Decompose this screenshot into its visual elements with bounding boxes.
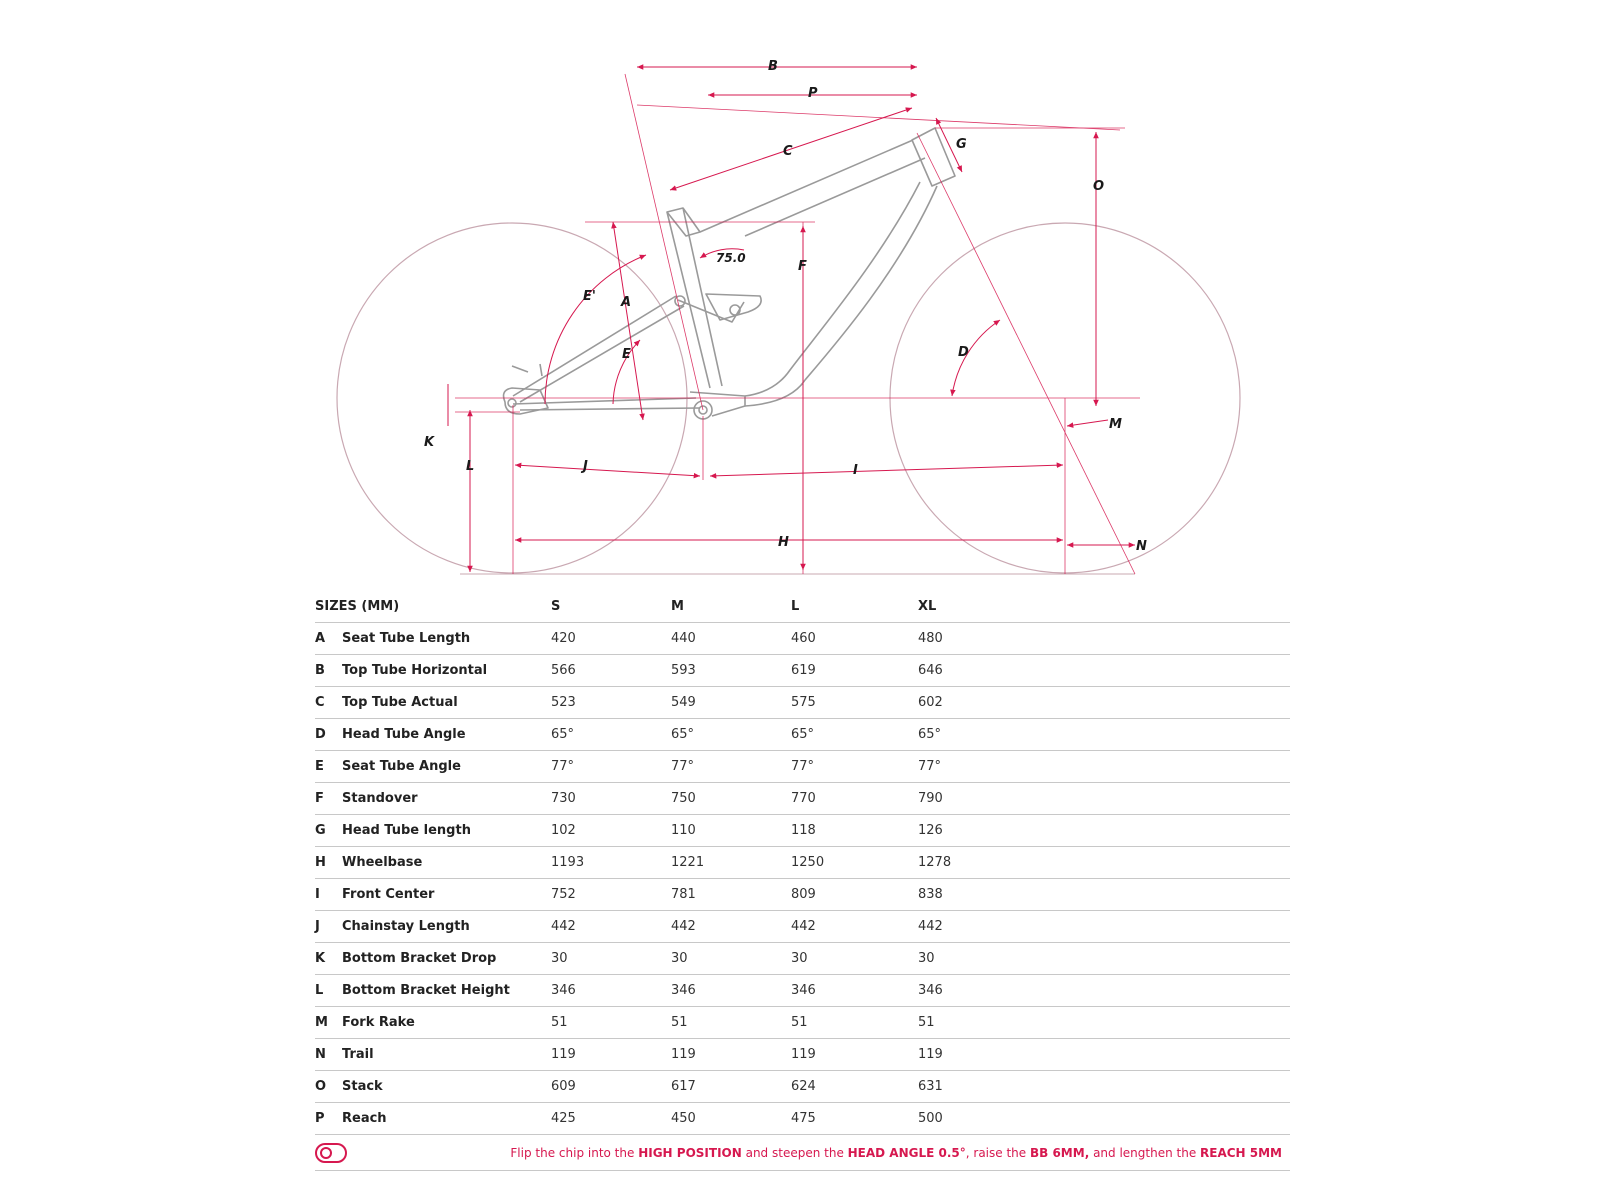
value-m: 119 xyxy=(671,1039,791,1071)
flip-chip-row xyxy=(315,1138,1290,1171)
sizes-header: SIZES (MM) xyxy=(315,590,551,623)
dim-m xyxy=(1067,420,1108,426)
note-bb: BB 6MM, xyxy=(1029,1146,1090,1160)
derailleur-hanger xyxy=(512,364,542,376)
table-header-row xyxy=(315,590,1290,623)
label-c: C xyxy=(783,144,793,159)
row-letter: E xyxy=(315,751,342,783)
row-letter: O xyxy=(315,1071,342,1103)
row-label: Seat Tube Angle xyxy=(342,751,551,783)
label-e-prime: E' xyxy=(583,289,596,304)
size-header-m: M xyxy=(671,590,791,623)
value-xl: 500 xyxy=(918,1103,1290,1135)
table-row xyxy=(315,1103,1290,1135)
table-row xyxy=(315,1071,1290,1103)
dim-e-prime-arc xyxy=(545,255,646,404)
table-row xyxy=(315,975,1290,1007)
row-label: Front Center xyxy=(342,879,551,911)
value-m: 750 xyxy=(671,783,791,815)
value-xl: 480 xyxy=(918,623,1290,655)
value-m: 346 xyxy=(671,975,791,1007)
table-row xyxy=(315,719,1290,751)
size-header-s: S xyxy=(551,590,671,623)
value-s: 730 xyxy=(551,783,671,815)
value-s: 65° xyxy=(551,719,671,751)
dim-a xyxy=(613,222,643,420)
value-s: 119 xyxy=(551,1039,671,1071)
row-label: Head Tube Angle xyxy=(342,719,551,751)
dimension-lines xyxy=(448,67,1135,572)
bb-shell xyxy=(690,392,745,416)
value-l: 809 xyxy=(791,879,918,911)
row-letter: L xyxy=(315,975,342,1007)
row-label: Stack xyxy=(342,1071,551,1103)
value-l: 30 xyxy=(791,943,918,975)
row-label: Seat Tube Length xyxy=(342,623,551,655)
row-label: Bottom Bracket Drop xyxy=(342,943,551,975)
table-row xyxy=(315,623,1290,655)
row-label: Trail xyxy=(342,1039,551,1071)
value-xl: 30 xyxy=(918,943,1290,975)
value-m: 617 xyxy=(671,1071,791,1103)
value-s: 1193 xyxy=(551,847,671,879)
table-row xyxy=(315,815,1290,847)
construction-lines xyxy=(455,74,1140,574)
table-row xyxy=(315,783,1290,815)
label-f: F xyxy=(798,259,807,274)
value-s: 51 xyxy=(551,1007,671,1039)
row-letter: F xyxy=(315,783,342,815)
label-g: G xyxy=(956,137,967,152)
value-l: 346 xyxy=(791,975,918,1007)
table-row xyxy=(315,751,1290,783)
size-header-xl: XL xyxy=(918,590,1290,623)
value-m: 110 xyxy=(671,815,791,847)
value-l: 65° xyxy=(791,719,918,751)
value-l: 619 xyxy=(791,655,918,687)
label-d: D xyxy=(958,345,969,360)
row-label: Chainstay Length xyxy=(342,911,551,943)
value-l: 575 xyxy=(791,687,918,719)
value-l: 1250 xyxy=(791,847,918,879)
chain-stay xyxy=(513,398,700,410)
value-xl: 631 xyxy=(918,1071,1290,1103)
down-tube xyxy=(745,182,937,406)
value-l: 118 xyxy=(791,815,918,847)
value-xl: 51 xyxy=(918,1007,1290,1039)
row-label: Reach xyxy=(342,1103,551,1135)
row-label: Standover xyxy=(342,783,551,815)
label-b: B xyxy=(768,59,778,74)
value-m: 65° xyxy=(671,719,791,751)
value-xl: 77° xyxy=(918,751,1290,783)
value-xl: 646 xyxy=(918,655,1290,687)
value-m: 30 xyxy=(671,943,791,975)
value-xl: 1278 xyxy=(918,847,1290,879)
label-e: E xyxy=(622,347,631,362)
label-a: A xyxy=(621,295,632,310)
value-s: 102 xyxy=(551,815,671,847)
value-m: 440 xyxy=(671,623,791,655)
value-s: 523 xyxy=(551,687,671,719)
value-l: 51 xyxy=(791,1007,918,1039)
label-n: N xyxy=(1136,539,1147,554)
row-label: Head Tube length xyxy=(342,815,551,847)
dim-j xyxy=(515,465,700,476)
row-label: Bottom Bracket Height xyxy=(342,975,551,1007)
note-reach: REACH 5MM xyxy=(1200,1146,1282,1160)
note-text-3: , raise the xyxy=(965,1146,1030,1160)
value-m: 77° xyxy=(671,751,791,783)
value-l: 460 xyxy=(791,623,918,655)
label-k: K xyxy=(424,435,435,450)
value-s: 77° xyxy=(551,751,671,783)
row-letter: K xyxy=(315,943,342,975)
rear-shock xyxy=(706,294,761,320)
row-letter: P xyxy=(315,1103,342,1135)
rear-axle xyxy=(508,399,516,407)
geometry-table-body xyxy=(315,623,1290,1135)
value-s: 346 xyxy=(551,975,671,1007)
value-xl: 346 xyxy=(918,975,1290,1007)
value-s: 752 xyxy=(551,879,671,911)
row-letter: I xyxy=(315,879,342,911)
value-m: 549 xyxy=(671,687,791,719)
value-s: 566 xyxy=(551,655,671,687)
label-h: H xyxy=(778,535,789,550)
label-p: P xyxy=(808,86,818,101)
note-high-position: HIGH POSITION xyxy=(638,1146,742,1160)
table-row xyxy=(315,1007,1290,1039)
value-xl: 119 xyxy=(918,1039,1290,1071)
table-row xyxy=(315,943,1290,975)
label-j: J xyxy=(583,459,588,474)
note-head-angle: HEAD ANGLE 0.5° xyxy=(847,1146,966,1160)
value-l: 119 xyxy=(791,1039,918,1071)
row-letter: D xyxy=(315,719,342,751)
toggle-switch-icon xyxy=(315,1143,347,1163)
table-row xyxy=(315,879,1290,911)
label-o: O xyxy=(1093,179,1105,194)
value-s: 425 xyxy=(551,1103,671,1135)
row-label: Top Tube Actual xyxy=(342,687,551,719)
table-row xyxy=(315,847,1290,879)
toggle-knob xyxy=(320,1147,332,1159)
label-l: L xyxy=(466,459,475,474)
dim-i xyxy=(710,465,1063,476)
row-letter: A xyxy=(315,623,342,655)
value-l: 624 xyxy=(791,1071,918,1103)
row-letter: G xyxy=(315,815,342,847)
value-m: 450 xyxy=(671,1103,791,1135)
value-xl: 65° xyxy=(918,719,1290,751)
geometry-table xyxy=(315,590,1290,1135)
row-label: Fork Rake xyxy=(342,1007,551,1039)
value-l: 475 xyxy=(791,1103,918,1135)
value-l: 77° xyxy=(791,751,918,783)
value-m: 593 xyxy=(671,655,791,687)
value-xl: 126 xyxy=(918,815,1290,847)
value-m: 51 xyxy=(671,1007,791,1039)
note-text-1: Flip the chip into the xyxy=(510,1146,639,1160)
value-s: 420 xyxy=(551,623,671,655)
row-letter: B xyxy=(315,655,342,687)
value-s: 442 xyxy=(551,911,671,943)
value-m: 781 xyxy=(671,879,791,911)
table-row xyxy=(315,687,1290,719)
size-header-l: L xyxy=(791,590,918,623)
value-m: 1221 xyxy=(671,847,791,879)
row-letter: M xyxy=(315,1007,342,1039)
row-label: Wheelbase xyxy=(342,847,551,879)
label-m: M xyxy=(1109,417,1122,432)
row-letter: H xyxy=(315,847,342,879)
value-s: 30 xyxy=(551,943,671,975)
value-xl: 838 xyxy=(918,879,1290,911)
row-label: Top Tube Horizontal xyxy=(342,655,551,687)
value-l: 442 xyxy=(791,911,918,943)
row-letter: C xyxy=(315,687,342,719)
note-text-2: and steepen the xyxy=(741,1146,848,1160)
row-letter: J xyxy=(315,911,342,943)
value-s: 609 xyxy=(551,1071,671,1103)
note-text-4: and lengthen the xyxy=(1089,1146,1201,1160)
table-row xyxy=(315,911,1290,943)
table-row xyxy=(315,1039,1290,1071)
value-l: 770 xyxy=(791,783,918,815)
seat-angle-label: 75.0 xyxy=(716,251,746,265)
value-m: 442 xyxy=(671,911,791,943)
value-xl: 442 xyxy=(918,911,1290,943)
row-letter: N xyxy=(315,1039,342,1071)
seat-stay xyxy=(513,296,684,402)
table-row xyxy=(315,655,1290,687)
flip-chip-note xyxy=(510,1146,1282,1160)
value-xl: 602 xyxy=(918,687,1290,719)
label-i: I xyxy=(853,463,858,478)
value-xl: 790 xyxy=(918,783,1290,815)
bike-frame xyxy=(504,128,955,419)
